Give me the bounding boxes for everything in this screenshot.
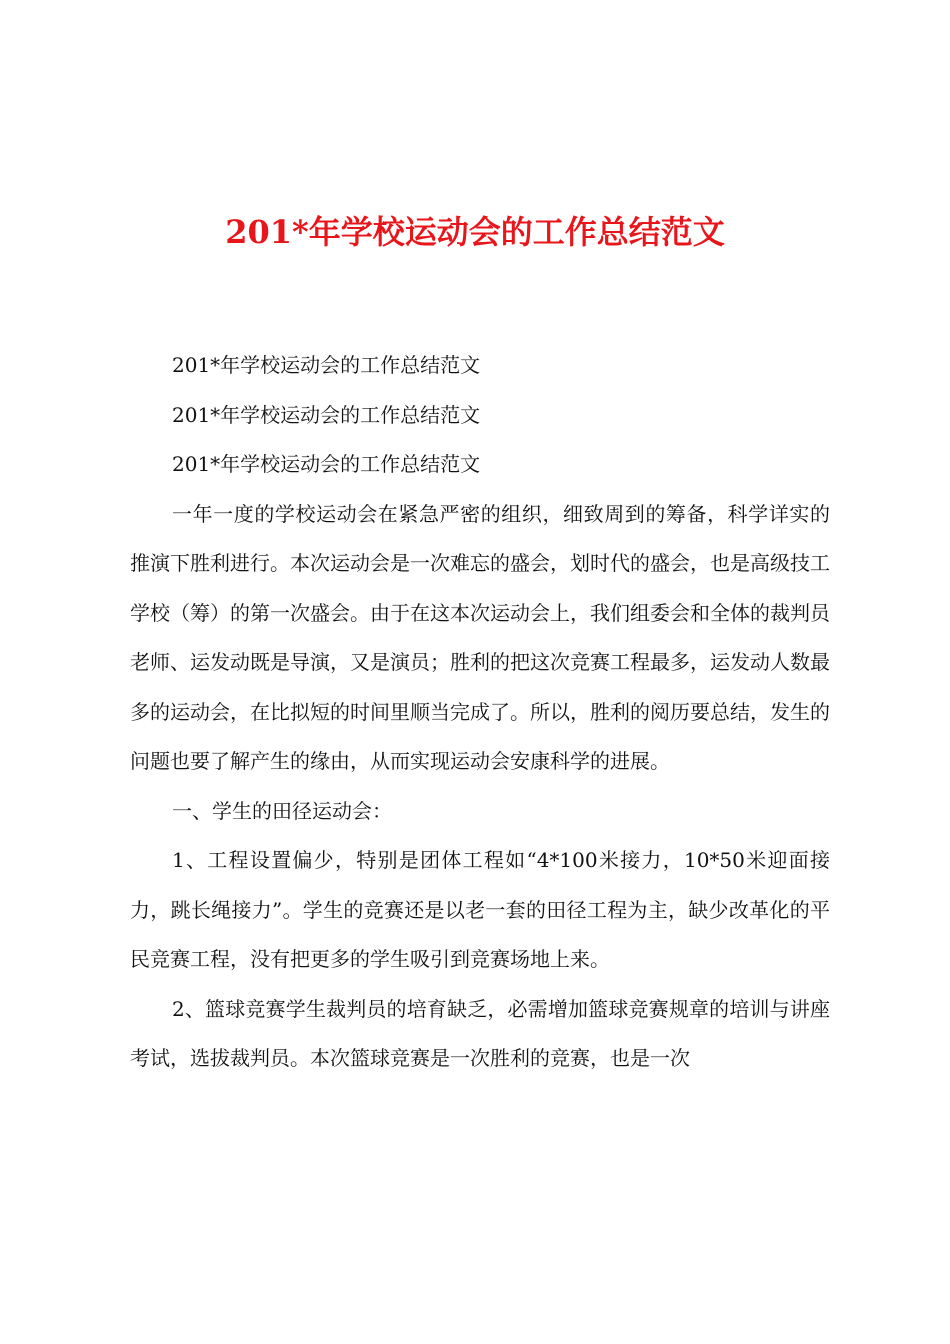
paragraph-heading-repeat-1: 201*年学校运动会的工作总结范文	[172, 353, 481, 377]
paragraph-heading-repeat-3: 201*年学校运动会的工作总结范文	[172, 452, 481, 476]
paragraph-intro: 一年一度的学校运动会在紧急严密的组织，细致周到的筹备，科学详实的推演下胜利进行。本次运动会是一次难忘的盛会，划时代的盛会，也是高级技工学校（筹）的第一次盛会。由于在这本次运动会上，我们组委会和全体的裁判员老师、运发动既是导演，又是演员；胜利的把这次竞赛工程最多，运发动人数最多的运动会，在比拟短的时间里顺当完成了。所以，胜利的阅历要总结，发生的问题也要了解产生的缘由，从而实现运动会安康科学的进展。	[130, 501, 830, 773]
document-body	[130, 341, 830, 1084]
document-title: 201*年学校运动会的工作总结范文	[225, 213, 725, 251]
paragraph-heading-repeat-2: 201*年学校运动会的工作总结范文	[172, 402, 481, 427]
paragraph-point-1: 1、工程设置偏少，特别是团体工程如“4*100米接力，10*50米迎面接力，跳长绳接力”。学生的竞赛还是以老一套的田径工程为主，缺少改革化的平民竞赛工程，没有把更多的学生吸引到竞赛场地上来。	[130, 848, 830, 971]
paragraph-point-2: 2、篮球竞赛学生裁判员的培育缺乏，必需增加篮球竞赛规章的培训与讲座考试，选拔裁判员。本次篮球竞赛是一次胜利的竞赛，也是一次	[130, 996, 830, 1070]
section-heading-track-field: 一、学生的田径运动会：	[172, 798, 392, 823]
